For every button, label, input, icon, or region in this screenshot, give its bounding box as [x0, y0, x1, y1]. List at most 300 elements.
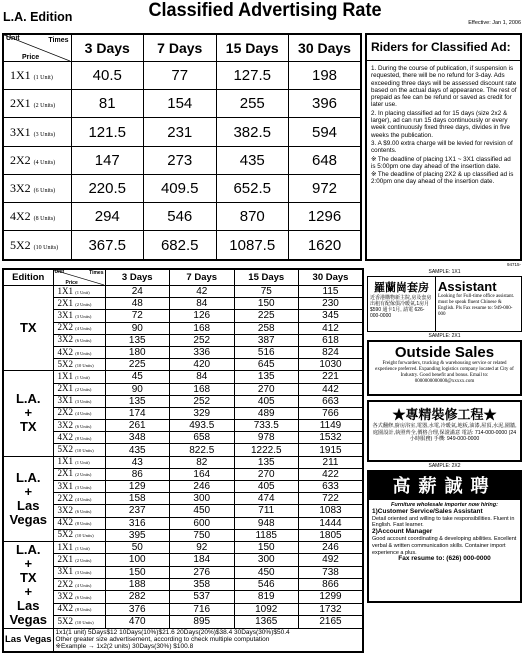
size-label: 2X2 — [57, 492, 73, 503]
rate-cell: 154 — [144, 90, 217, 118]
rate-cell: 276 — [170, 566, 235, 578]
rate-cell: 442 — [299, 383, 364, 395]
rate-cell: 220.5 — [71, 174, 144, 202]
rate-cell: 382.5 — [216, 118, 289, 146]
las-vegas-line: 1x1(1 unit) 5Days$12 10Days(10%)$21.6 20Days(20%)$38.4 30Days(30%)$50.4 — [55, 629, 290, 637]
rate-cell: 336 — [170, 346, 235, 358]
region-cell — [3, 541, 53, 628]
size-cell — [3, 118, 71, 146]
las-vegas-note — [53, 628, 363, 652]
rate-cell: 42 — [170, 286, 235, 298]
rate-row — [3, 566, 363, 578]
size-label: 1X1 — [10, 68, 31, 83]
rate-row — [3, 174, 361, 202]
rate-cell: 211 — [299, 456, 364, 468]
rate-cell: 316 — [105, 517, 170, 529]
rate-row — [3, 432, 363, 444]
rate-cell: 174 — [105, 407, 170, 419]
combo-rate-table — [2, 268, 364, 653]
rate-cell: 115 — [299, 286, 364, 298]
size-label: 5X2 — [57, 529, 73, 540]
size-label: 3X2 — [57, 334, 73, 345]
rider-item: ※ The deadline of placing 1X1 ~ 3X1 classified ad is 5:00pm one day ahead of the insertion date. — [371, 155, 511, 170]
corner-price: Price — [65, 280, 78, 286]
region-line: L.A. — [15, 469, 41, 485]
rate-cell: 658 — [170, 432, 235, 444]
size-label: 4X2 — [57, 517, 73, 528]
rate-cell: 376 — [105, 603, 170, 615]
rate-row — [3, 505, 363, 517]
unit-label: (6 Units) — [75, 594, 92, 600]
size-label: 3X2 — [57, 504, 73, 515]
rate-cell: 1805 — [299, 529, 364, 541]
rate-cell: 221 — [299, 371, 364, 383]
size-cell — [53, 493, 105, 505]
col-header: 7 Days — [144, 34, 217, 62]
rider-item: 2. In placing classified ad for 15 days (size 2x2 & larger), ad can run 15 days continuously or every week continuously fixed three days, divides in five weeks the publication. — [371, 109, 510, 139]
rate-cell: 412 — [299, 322, 364, 334]
size-label: 3X2 — [57, 590, 73, 601]
size-label: 3X1 — [57, 566, 73, 577]
rate-cell: 237 — [105, 505, 170, 517]
ad-chinese — [368, 277, 436, 331]
size-cell — [53, 554, 105, 566]
corner-unit: Unit — [6, 35, 20, 42]
rate-cell: 180 — [105, 346, 170, 358]
rate-row — [3, 346, 363, 358]
rate-row — [3, 322, 363, 334]
unit-label: (8 Units) — [75, 521, 92, 527]
sample-ads — [367, 268, 522, 653]
rate-cell: 150 — [234, 541, 299, 553]
rate-row — [3, 591, 363, 603]
rate-cell: 1620 — [289, 231, 362, 260]
rate-row — [3, 554, 363, 566]
rate-cell: 164 — [170, 468, 235, 480]
rate-cell: 77 — [144, 62, 217, 90]
col-header: 7 Days — [170, 269, 235, 286]
size-label: 2X2 — [10, 152, 31, 167]
edition-label: L.A. Edition — [3, 10, 73, 24]
unit-label: (2 Units) — [75, 472, 92, 478]
size-label: 5X2 — [57, 615, 73, 626]
rider-item: 1. During the course of publication, if suspension is requested, there will be no refund for 3-day. Ads exceeding three days will be assessed discount rate based on the actual days of appearance. The rest of prepaid as fee can be refund or saved as credit for later use. — [371, 65, 517, 109]
rate-cell: 1185 — [234, 529, 299, 541]
size-cell — [3, 90, 71, 118]
rate-cell: 594 — [289, 118, 362, 146]
rate-row — [3, 395, 363, 407]
rate-row — [3, 468, 363, 480]
rate-row — [3, 517, 363, 529]
rate-cell: 90 — [105, 383, 170, 395]
rate-cell: 750 — [170, 529, 235, 541]
region-line: + — [24, 555, 33, 571]
unit-label: (2 Units) — [75, 557, 92, 563]
size-label: 2X2 — [57, 322, 73, 333]
rate-cell: 663 — [299, 395, 364, 407]
unit-label: (4 Units) — [75, 411, 92, 417]
rate-cell: 1365 — [234, 615, 299, 628]
size-cell — [53, 310, 105, 322]
size-cell — [53, 432, 105, 444]
size-label: 3X1 — [57, 309, 73, 320]
rate-cell: 126 — [170, 310, 235, 322]
rate-cell: 255 — [216, 90, 289, 118]
size-label: 3X1 — [10, 124, 31, 139]
rate-cell: 121.5 — [71, 118, 144, 146]
unit-label: (6 Units) — [75, 508, 92, 514]
job-desc: Good account coordinating & developing abilities. Excellent verbal & written communication skills. Container import experience a plus. — [372, 535, 517, 556]
unit-label: (1 Unit) — [75, 460, 90, 466]
size-cell — [53, 346, 105, 358]
size-cell — [53, 566, 105, 578]
rate-cell: 150 — [105, 566, 170, 578]
unit-label: (10 Units) — [75, 448, 94, 454]
rate-cell: 1915 — [299, 444, 364, 456]
rate-row — [3, 541, 363, 553]
rate-cell: 246 — [170, 481, 235, 493]
rate-cell: 24 — [105, 286, 170, 298]
sample-label: SAMPLE: 2X1 — [428, 333, 461, 339]
size-cell — [53, 420, 105, 432]
rate-cell: 147 — [71, 146, 144, 174]
rate-cell: 150 — [234, 298, 299, 310]
form-code: 94715- — [506, 262, 521, 267]
size-label: 5X2 — [57, 358, 73, 369]
unit-label: (1 Unit) — [33, 75, 53, 82]
job-title: 1)Customer Service/Sales Assistant — [372, 507, 483, 515]
rate-cell: 435 — [216, 146, 289, 174]
sample-ad-renovation — [367, 400, 522, 462]
rate-cell: 822.5 — [170, 444, 235, 456]
unit-label: (8 Units) — [75, 350, 92, 356]
rate-cell: 48 — [105, 298, 170, 310]
rate-cell: 72 — [105, 310, 170, 322]
ad-title: ★專精裝修工程★ — [392, 407, 497, 422]
rate-cell: 282 — [105, 591, 170, 603]
rate-cell: 489 — [234, 407, 299, 419]
rate-row — [3, 203, 361, 231]
region-line: L.A. — [15, 391, 41, 407]
size-label: 3X2 — [57, 419, 73, 430]
rate-row — [3, 231, 361, 260]
rate-cell: 870 — [216, 203, 289, 231]
rate-row — [3, 371, 363, 383]
rate-cell: 600 — [170, 517, 235, 529]
rate-row — [3, 493, 363, 505]
rate-row — [3, 286, 363, 298]
rate-cell: 1299 — [299, 591, 364, 603]
rate-cell: 493.5 — [170, 420, 235, 432]
unit-label: (4 Units) — [75, 326, 92, 332]
job-title: 2)Account Manager — [372, 528, 433, 536]
rate-cell: 1444 — [299, 517, 364, 529]
rate-cell: 2165 — [299, 615, 364, 628]
rate-cell: 252 — [170, 334, 235, 346]
rate-cell: 345 — [299, 310, 364, 322]
unit-label: (10 Units) — [33, 244, 59, 251]
rate-cell: 50 — [105, 541, 170, 553]
size-cell — [53, 591, 105, 603]
unit-label: (6 Units) — [75, 423, 92, 429]
rate-cell: 258 — [234, 322, 299, 334]
rate-cell: 618 — [299, 334, 364, 346]
region-cell — [3, 456, 53, 541]
size-label: 4X2 — [57, 431, 73, 442]
rate-cell: 184 — [170, 554, 235, 566]
size-label: 4X2 — [10, 209, 31, 224]
rate-row — [3, 615, 363, 628]
unit-label: (4 Units) — [33, 159, 56, 166]
riders-list — [367, 61, 520, 186]
rate-cell: 135 — [234, 456, 299, 468]
region-line: Las — [17, 497, 40, 513]
rate-cell: 135 — [105, 334, 170, 346]
rate-cell: 294 — [71, 203, 144, 231]
region-line: TX — [19, 569, 37, 585]
rate-cell: 135 — [234, 371, 299, 383]
rate-cell: 188 — [105, 578, 170, 590]
size-cell — [53, 407, 105, 419]
size-label: 2X1 — [10, 96, 31, 111]
rate-cell: 300 — [170, 493, 235, 505]
rate-cell: 450 — [170, 505, 235, 517]
rate-cell: 1087.5 — [216, 231, 289, 260]
ad-lead: Furniture wholesale importer now hiring: — [391, 502, 498, 508]
size-cell — [3, 231, 71, 260]
rate-cell: 722 — [299, 493, 364, 505]
rider-item: 3. A $9.00 extra charge will be levied for revision of contents. — [371, 139, 513, 155]
unit-label: (3 Units) — [75, 570, 92, 576]
rate-cell: 168 — [170, 322, 235, 334]
size-label: 2X2 — [57, 578, 73, 589]
rate-cell: 329 — [170, 407, 235, 419]
sample-ad-1x1 — [367, 276, 522, 332]
las-vegas-line: Other greater size advertisement, according to check multiple computation — [55, 636, 270, 644]
rate-cell: 135 — [105, 395, 170, 407]
rate-cell: 92 — [170, 541, 235, 553]
rate-row — [3, 359, 363, 371]
region-line: Las — [17, 597, 40, 613]
rate-cell: 645 — [234, 359, 299, 371]
effective-date: Effective: Jan 1, 2006 — [468, 20, 521, 26]
unit-label: (3 Units) — [75, 399, 92, 405]
rate-row — [3, 578, 363, 590]
size-cell — [53, 456, 105, 468]
size-label: 1X1 — [57, 370, 73, 381]
rate-cell: 711 — [234, 505, 299, 517]
rate-row — [3, 146, 361, 174]
rate-cell: 100 — [105, 554, 170, 566]
rate-cell: 168 — [170, 383, 235, 395]
unit-label: (3 Units) — [75, 484, 92, 490]
size-label: 4X2 — [57, 346, 73, 357]
rate-cell: 1732 — [299, 603, 364, 615]
size-label: 1X1 — [57, 541, 73, 552]
ad-title: Assistant — [438, 279, 497, 294]
col-header: 3 Days — [105, 269, 170, 286]
unit-label: (10 Units) — [75, 533, 94, 539]
size-cell — [53, 322, 105, 334]
size-cell — [53, 481, 105, 493]
rate-cell: 422 — [299, 468, 364, 480]
rate-cell: 733.5 — [234, 420, 299, 432]
corner-times: Times — [48, 37, 69, 44]
sample-ad-2x1 — [367, 340, 522, 396]
size-cell — [53, 298, 105, 310]
riders-title: Riders for Classified Ad: — [367, 35, 520, 61]
region-line: TX — [19, 320, 37, 336]
riders-panel — [365, 33, 522, 261]
rate-cell: 1083 — [299, 505, 364, 517]
rate-row — [3, 444, 363, 456]
rate-cell: 1092 — [234, 603, 299, 615]
region-cell — [3, 286, 53, 371]
rate-cell: 198 — [289, 62, 362, 90]
rate-row — [3, 383, 363, 395]
unit-label: (4 Units) — [75, 582, 92, 588]
corner-cell — [3, 34, 71, 62]
rate-row — [3, 603, 363, 615]
unit-label: (1 Unit) — [75, 289, 90, 295]
sample-ad-2x2 — [367, 470, 522, 603]
rate-cell: 270 — [234, 383, 299, 395]
unit-label: (3 Units) — [33, 131, 56, 138]
las-vegas-line: ※Example → 1x2(2 units) 30Days(30%) $100.8 — [55, 643, 194, 651]
rate-cell: 230 — [299, 298, 364, 310]
rate-cell: 1532 — [299, 432, 364, 444]
rate-row — [3, 62, 361, 90]
rate-cell: 75 — [234, 286, 299, 298]
rate-cell: 231 — [144, 118, 217, 146]
size-label: 1X1 — [57, 456, 73, 467]
rate-cell: 819 — [234, 591, 299, 603]
region-line: L.A. — [15, 541, 41, 557]
col-header: 3 Days — [71, 34, 144, 62]
corner-price: Price — [22, 54, 40, 61]
size-cell — [53, 615, 105, 628]
rate-cell: 246 — [299, 541, 364, 553]
rate-cell: 866 — [299, 578, 364, 590]
size-cell — [3, 174, 71, 202]
rate-cell: 492 — [299, 554, 364, 566]
rate-cell: 633 — [299, 481, 364, 493]
size-cell — [53, 603, 105, 615]
rate-cell: 420 — [170, 359, 235, 371]
rate-cell: 738 — [299, 566, 364, 578]
rate-cell: 129 — [105, 481, 170, 493]
rate-row — [3, 407, 363, 419]
corner-unit: Unit — [54, 269, 65, 275]
rate-cell: 652.5 — [216, 174, 289, 202]
region-line: Vegas — [9, 511, 48, 527]
rate-cell: 546 — [234, 578, 299, 590]
ad-body: 近香港購物新主院,房及套房出租有配傢俱冷暖氣,1房月$590 通卡1月, 請電 626-000-0000 — [370, 295, 432, 319]
size-cell — [53, 444, 105, 456]
rate-cell: 82 — [170, 456, 235, 468]
rate-cell: 474 — [234, 493, 299, 505]
rate-cell: 300 — [234, 554, 299, 566]
unit-label: (2 Units) — [75, 301, 92, 307]
rider-item: ※ The deadline of placing 2X2 & up classified ad is 2:00pm one day ahead of the insertion date. — [371, 171, 514, 186]
page-title: Classified Advertising Rate — [148, 0, 382, 21]
rate-cell: 716 — [170, 603, 235, 615]
ad-title: 羅蘭崗套房 — [374, 282, 429, 294]
ad-body: Looking for Full-time office assistant. must be speak fluent Chinese & English. Pls Fax resume to: 949-000-000 — [438, 294, 515, 317]
job-desc: Detail oriented and willing to take responsibilities. Fluent in English. Fast learner. — [372, 515, 515, 529]
rate-cell: 824 — [299, 346, 364, 358]
rate-cell: 367.5 — [71, 231, 144, 260]
unit-label: (8 Units) — [75, 607, 92, 613]
ad-english — [436, 277, 521, 331]
size-cell — [53, 505, 105, 517]
rate-cell: 537 — [170, 591, 235, 603]
rate-cell: 682.5 — [144, 231, 217, 260]
rate-cell: 84 — [170, 298, 235, 310]
la-rate-table — [2, 33, 362, 261]
rate-cell: 81 — [71, 90, 144, 118]
size-label: 5X2 — [57, 444, 73, 455]
unit-label: (10 Units) — [75, 362, 94, 368]
rate-cell: 270 — [234, 468, 299, 480]
unit-label: (1 Unit) — [75, 374, 90, 380]
rate-cell: 435 — [105, 444, 170, 456]
region-line: TX — [19, 419, 37, 435]
edition-header: Edition — [3, 269, 53, 286]
rate-row — [3, 298, 363, 310]
rate-row — [3, 481, 363, 493]
rate-cell: 348 — [105, 432, 170, 444]
col-header: 15 Days — [216, 34, 289, 62]
rate-cell: 648 — [289, 146, 362, 174]
rate-cell: 470 — [105, 615, 170, 628]
region-line: + — [24, 483, 33, 499]
col-header: 15 Days — [234, 269, 299, 286]
size-label: 2X1 — [57, 468, 73, 479]
rate-cell: 972 — [289, 174, 362, 202]
size-label: 3X1 — [57, 480, 73, 491]
rate-cell: 546 — [144, 203, 217, 231]
rate-cell: 358 — [170, 578, 235, 590]
col-header: 30 Days — [289, 34, 362, 62]
ad-body: 各式翻修,廚房浴室,電器,水電,冷暖氣,地板,油漆,屋頂,水泥,圍牆,庭園設計,執照齊全,價格合理,保證滿意 電話: 714-000-0000 (24小時服務) 手機: 949-000-0000 — [372, 423, 517, 442]
rate-cell: 225 — [234, 310, 299, 322]
size-label: 3X2 — [10, 181, 31, 196]
rate-cell: 409.5 — [144, 174, 217, 202]
rate-cell: 948 — [234, 517, 299, 529]
unit-label: (8 Units) — [75, 435, 92, 441]
rate-row — [3, 334, 363, 346]
rate-cell: 225 — [105, 359, 170, 371]
rate-cell: 1030 — [299, 359, 364, 371]
size-cell — [53, 395, 105, 407]
corner-times: Times — [89, 270, 104, 276]
size-label: 5X2 — [10, 237, 31, 252]
unit-label: (2 Units) — [75, 387, 92, 393]
size-cell — [53, 517, 105, 529]
unit-label: (3 Units) — [75, 313, 92, 319]
rate-cell: 450 — [234, 566, 299, 578]
region-line: + — [24, 405, 33, 421]
rate-cell: 45 — [105, 371, 170, 383]
size-cell — [53, 286, 105, 298]
region-cell — [3, 371, 53, 456]
sample-label: SAMPLE: 2X2 — [428, 463, 461, 469]
rate-cell: 895 — [170, 615, 235, 628]
size-label: 2X1 — [57, 297, 73, 308]
size-cell — [53, 578, 105, 590]
unit-label: (6 Units) — [33, 188, 56, 195]
